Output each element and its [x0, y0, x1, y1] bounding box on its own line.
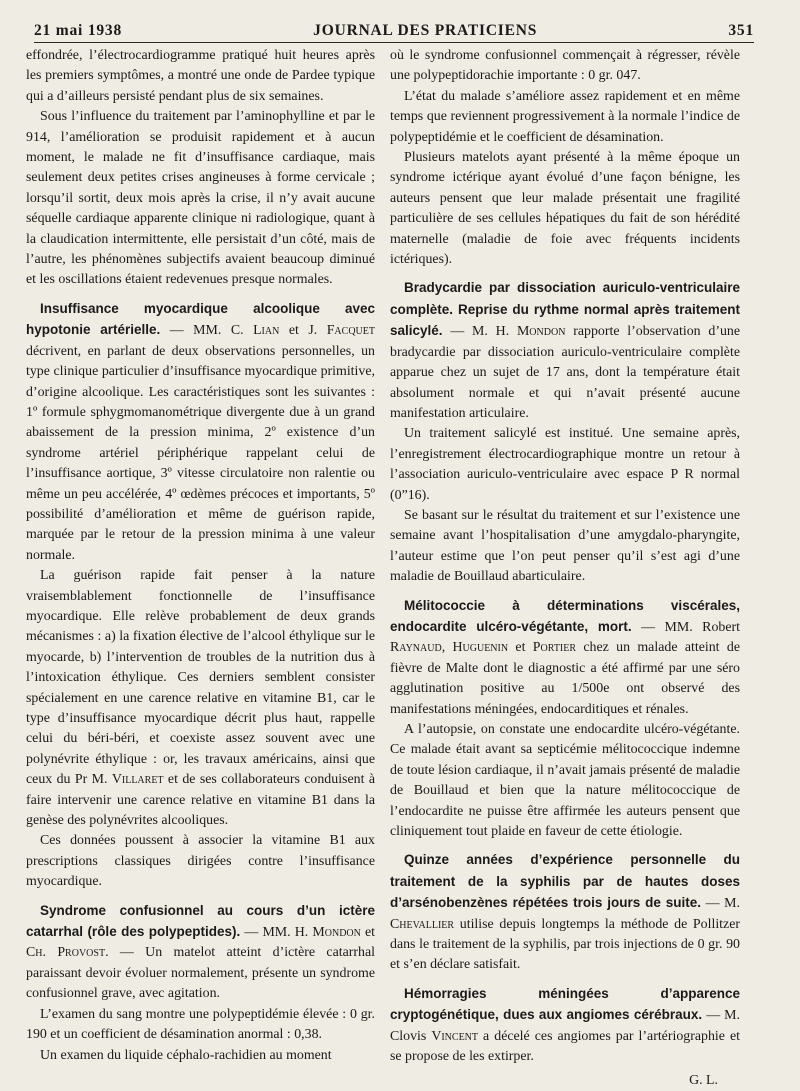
author-name: Ch. Provost — [26, 945, 106, 961]
author-name: Huguenin — [452, 640, 509, 656]
article-text: utilise depuis longtemps la méthode de Pollitzer dans le traitement de la syphilis, par trois injections de 0 gr. 90 et s’en déclare satisfait. — [390, 916, 740, 973]
article-title: Insuffisance myocardique alcoolique avec hypotonie artérielle. — [26, 300, 375, 338]
article-insuffisance-myocardique: Insuffisance myocardique alcoolique avec hypotonie artérielle. — MM. C. Lian et J. Facquet décrivent, en parlant de deux observations personnelles, un type clinique particulier d’insuffisance myocardique primitive, d’origine alcoolique. Les caractéristiques sont les suivantes : 1º formule sphygmomanométrique divergente due à un grand abaissement de la pression minima, 2º existence d’un syndrome artériel périphérique rappelant celui de l’insuffisance aortique, 3º vitesse circulatoire non ralentie ou même un peu accélérée, 4º œdèmes précoces et importants, 5º possibilité d’amélioration et même de guérison rapide, marquée par le retour de la pression minima à une valeur normale. — [26, 300, 375, 563]
author-signature: G. L. — [689, 1072, 718, 1088]
article-paragraph: Un examen du liquide céphalo-rachidien au moment — [40, 1047, 332, 1063]
author-name: Raynaud — [390, 640, 442, 656]
author-name: Portier — [532, 640, 577, 656]
author-name: H. Mondon — [294, 925, 361, 941]
article-paragraph: Se basant sur le résultat du traitement et sur l’existence une semaine avant l’hospitalisation d’une amygdalo-pharyngite, l’auteur estime que l’on peut penser qu’il s’est agi d’une maladie de Bouillaud abarticulaire. — [390, 507, 740, 585]
article-title: Quinze années d’expérience personnelle du traitement de la syphilis par de hautes doses d’arsénobenzènes répétées trois jours de suite. — [390, 852, 740, 911]
article-paragraph: A l’autopsie, on constate une endocardite ulcéro-végétante. Ce malade était avant sa septicémie mélitococcique indemne de toute lésion cardiaque, il n’avait jamais présenté de maladie de Bouillaud et bien que la nature mélitococcique de l’endocardite ne puisse être affirmée les auteurs pensent que cliniquement tout plaide en faveur de cette étiologie. — [390, 722, 740, 840]
issue-date: 21 mai 1938 — [34, 22, 123, 39]
article-text: a décelé ces angiomes par l’artériographie et se propose de les extirper. — [390, 1028, 740, 1065]
article-melitococcie: Mélitococcie à déterminations viscérales, endocardite ulcéro-végétante, mort. — MM. Robert Raynaud, Huguenin et Portier chez un malade atteint de fièvre de Malte dont le diagnostic a été affirmé par une séro agglutination positive au 1/500e ont observé des manifestations méningées, endocarditiques et rénales. — [390, 597, 740, 717]
author-name: Villaret — [111, 772, 164, 788]
article-paragraph: La guérison rapide fait penser à la nature vraisemblablement fonctionnelle de l’insuffisance myocardique. Elle relève probablement de deux grands mécanismes : a) la fixation élective de l’alcool éthylique sur le myocarde, b) l’intervention de troubles de la nutrition dus à l’intoxication éthylique. Ces derniers semblent consister spécialement en une carence relative en vitamine B1, car le type d’insuffisance myocardique décrit plus haut, rappelle celui du béri-béri, et coexiste assez souvent avec une polynévrite éthylique : or, les travaux américains, ainsi que ceux du Pr M. Villaret et de ses collaborateurs conduisent à faire intervenir une carence relative en vitamine B1 dans la genèse des polynévrites alcooliques. — [26, 568, 375, 829]
article-paragraph: L’état du malade s’améliore assez rapidement et en même temps que reviennent progressivement à la normale l’indice de polypeptidémie et le coefficient de désamination. — [390, 88, 740, 145]
journal-title: JOURNAL DES PRATICIENS — [313, 22, 538, 39]
continued-paragraph: où le syndrome confusionnel commençait à régresser, révèle une polypeptidorachie importante : 0 gr. 047. — [390, 48, 740, 84]
article-syphilis: Quinze années d’expérience personnelle du traitement de la syphilis par de hautes doses d’arsénobenzènes répétées trois jours de suite. — M. Chevallier utilise depuis longtemps la méthode de Pollitzer dans le traitement de la syphilis, par trois injections de 0 gr. 90 et s’en déclare satisfait. — [390, 852, 740, 973]
continued-paragraph: Sous l’influence du traitement par l’aminophylline et par le 914, l’amélioration se produisit rapidement et à aucun moment, le malade ne fit d’insuffisance cardiaque, mais seulement deux petites crises angineuses à forme cervicale ; lorsqu’il sortit, deux mois après la crise, il n’y avait aucune séquelle cardiaque apparente clinique ni radiologique, quant à la claudication intermittente, elle persistait d’un côté, mais de l’autre, les phénomènes subjectifs avaient beaucoup diminué et les oscillations étaient redevenues presque normales. — [26, 109, 375, 288]
article-syndrome-confusionnel: Syndrome confusionnel au cours d’un ictère catarrhal (rôle des polypeptides). — MM. H. Mondon et Ch. Provost. — Un matelot atteint d’ictère catarrhal paraissant devoir évoluer normalement, présente un syndrome confusionnel grave, avec agitation. — [26, 902, 376, 1002]
running-header — [34, 14, 754, 43]
article-text: décrivent, en parlant de deux observations personnelles, un type clinique particulier d’insuffisance myocardique primitive, d’origine alcoolique. Les caractéristiques sont les suivantes : 1º formule sphygmomanométrique divergente due à un grand abaissement de la pression minima, 2º existence d’un syndrome artériel périphérique rappelant celui de l’insuffisance aortique, 3º vitesse circulatoire non ralentie ou même un peu accélérée, 4º œdèmes précoces et importants, 5º possibilité d’amélioration et même de guérison rapide, marquée par le retour de la pression minima à une valeur normale. — [26, 343, 375, 563]
author-name: H. Mondon — [495, 324, 566, 340]
article-hemorragies: Hémorragies méningées d’apparence cryptogénétique, dues aux angiomes cérébraux. — M. Clovis Vincent a décelé ces angiomes par l’artériographie et se propose de les extirper. — [390, 985, 740, 1065]
article-paragraph: Ces données poussent à associer la vitamine B1 aux prescriptions classiques dirigées contre l’insuffisance myocardique. — [26, 833, 375, 890]
author-name: Chevallier — [390, 916, 455, 932]
article-bradycardie: Bradycardie par dissociation auriculo-ventriculaire complète. Reprise du rythme normal après traitement salicylé. — M. H. Mondon rapporte l’observation d’une bradycardie par dissociation auriculo-ventriculaire complète apparue chez un sujet de 17 ans, dont la température était absolument normale et qui n’avait présenté aucune manifestation articulaire. — [390, 280, 741, 421]
author-name: C. Lian — [230, 323, 280, 339]
article-text: . — Un matelot atteint d’ictère catarrhal paraissant devoir évoluer normalement, présente un syndrome confusionnel grave, avec agitation. — [26, 945, 375, 1002]
right-column — [390, 46, 740, 1091]
page-number: 351 — [728, 22, 754, 39]
article-paragraph: Un traitement salicylé est institué. Une semaine après, l’enregistrement électrocardiographique montre un retour à l’association auriculo-ventriculaire avec espace P R normal (0”16). — [390, 426, 740, 503]
article-paragraph: Plusieurs matelots ayant présenté à la même époque un syndrome ictérique ayant évolué d’une façon bénigne, les auteurs pensent que leur malade présentait une fragilité particulière de ses cellules hépatiques du fait de son hérédité maternelle (maladie de foie avec fréquents incidents ictériques). — [390, 150, 740, 268]
author-name: Vincent — [431, 1028, 479, 1044]
article-text: chez un malade atteint de fièvre de Malte dont le diagnostic a été affirmé par une séro agglutination positive au 1/500e ont observé des manifestations méningées, endocarditiques et rénales. — [390, 640, 740, 717]
article-paragraph: L’examen du sang montre une polypeptidémie élevée : 0 gr. 190 et un coefficient de désamination anormal : 0,38. — [26, 1006, 375, 1043]
author-name: J. Facquet — [308, 323, 375, 339]
article-title: Hémorragies méningées d’apparence cryptogénétique, dues aux angiomes cérébraux. — [390, 985, 740, 1023]
continued-paragraph: effondrée, l’électrocardiogramme pratiqué huit heures après les premiers symptômes, a montré une onde de Pardee typique qui a d’ailleurs persisté pendant plus de six semaines. — [26, 48, 375, 104]
article-title: Mélitococcie à déterminations viscérales, endocardite ulcéro-végétante, mort. — [390, 597, 740, 634]
article-title: Bradycardie par dissociation auriculo-ventriculaire complète. Reprise du rythme normal après traitement salicylé. — [390, 280, 740, 339]
article-title: Syndrome confusionnel au cours d’un ictère catarrhal (rôle des polypeptides). — [26, 902, 375, 940]
article-text: rapporte l’observation d’une bradycardie par dissociation auriculo-ventriculaire complète apparue chez un sujet de 17 ans, dont la température était absolument normale et qui n’avait présenté aucune manifestation articulaire. — [390, 324, 741, 421]
left-column — [26, 46, 375, 1066]
